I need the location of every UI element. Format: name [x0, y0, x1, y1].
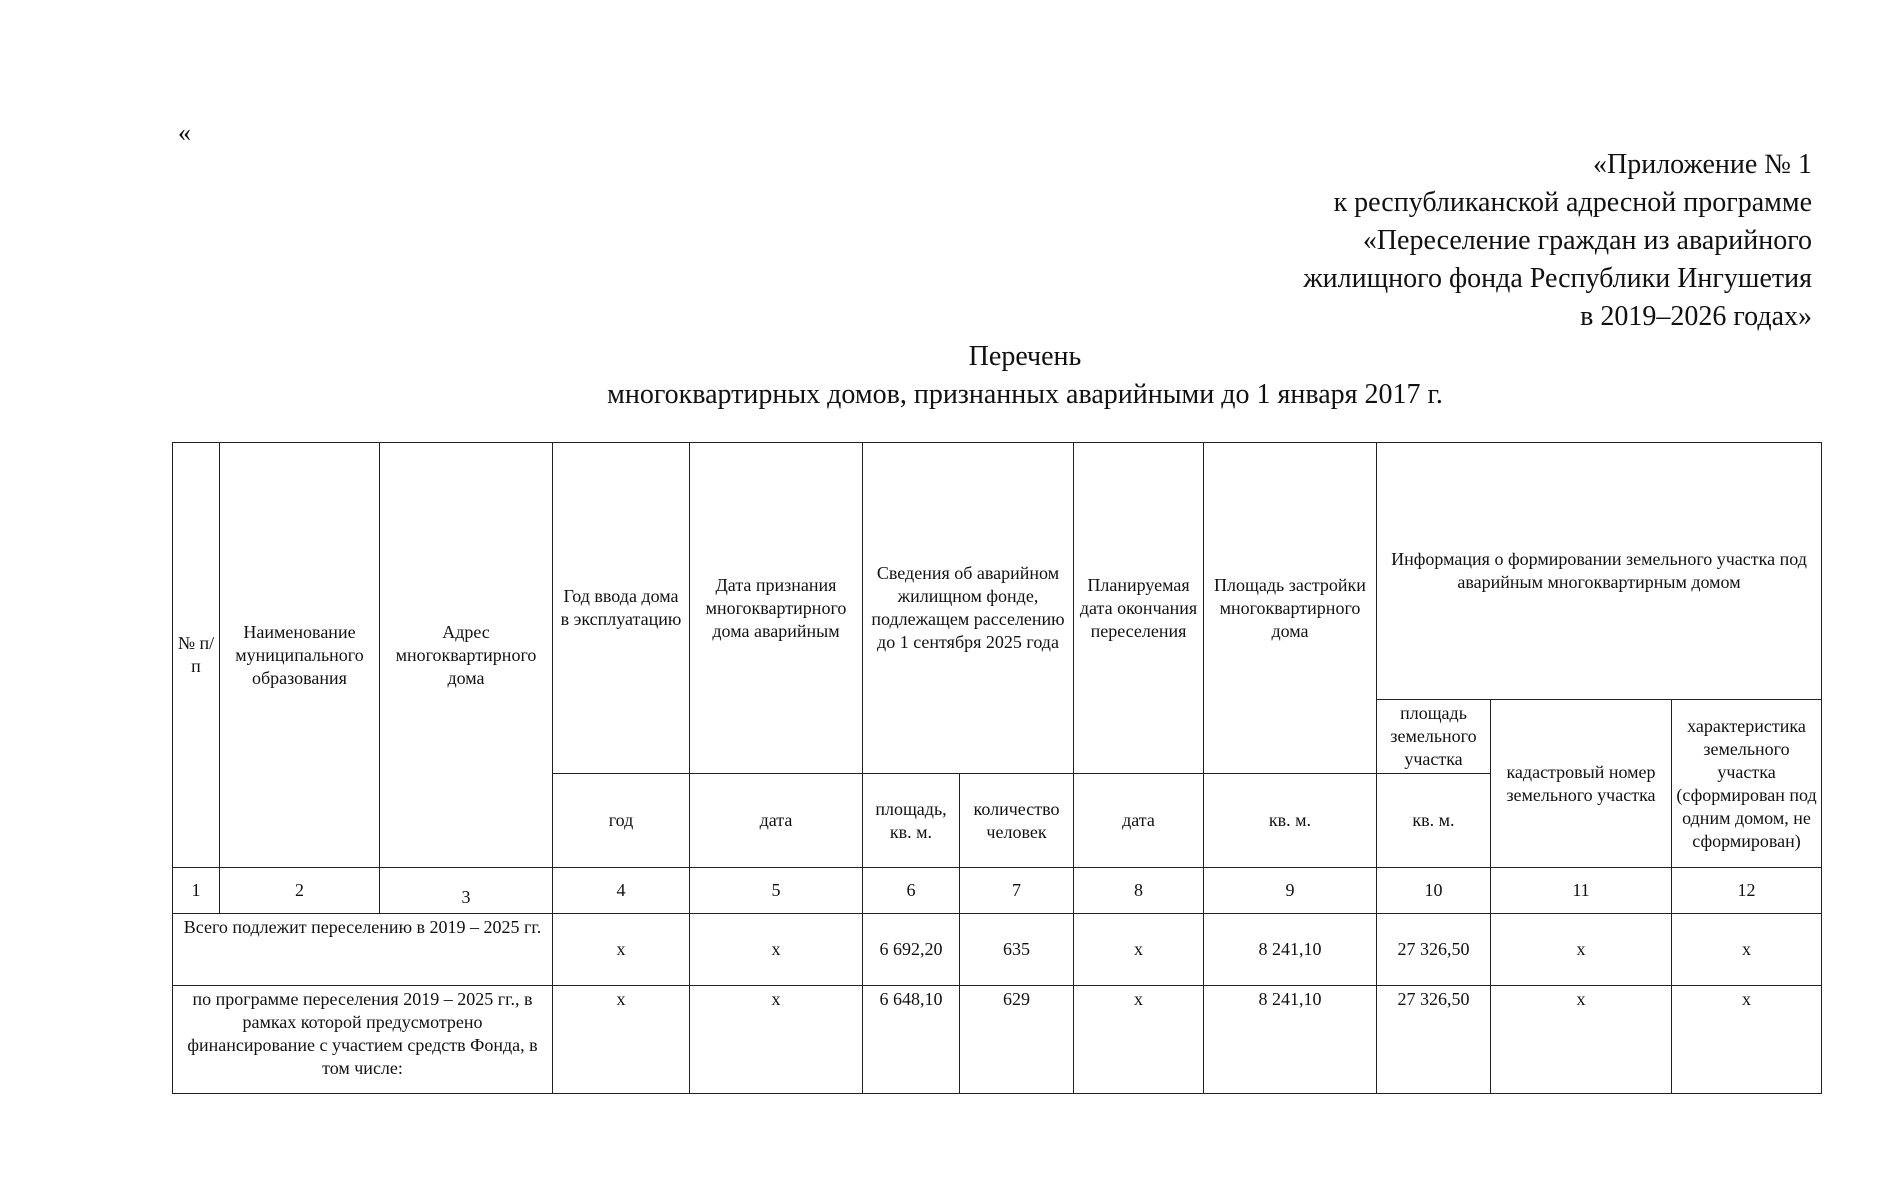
appendix-line: в 2019–2026 годах» [1580, 301, 1812, 332]
table-cell: х [1074, 986, 1204, 1094]
title-line-1: Перечень [968, 341, 1082, 372]
table-cell: х [690, 986, 863, 1094]
quote-mark: « [178, 118, 191, 147]
table-cell: 635 [960, 914, 1074, 986]
header-land-char: характеристика земельного участка (сформирован под одним домом, не сформирован) [1672, 700, 1822, 868]
appendix-line: «Приложение № 1 [1593, 149, 1812, 180]
row-label: Всего подлежит переселению в 2019 – 2025 гг. [173, 914, 553, 986]
document-title [0, 338, 1892, 414]
header-address: Адрес многоквартирного дома [380, 443, 553, 868]
column-number: 5 [690, 868, 863, 914]
houses-table [172, 442, 1822, 1094]
appendix-line: «Переселение граждан из аварийного [1362, 225, 1812, 256]
table-cell: х [553, 914, 690, 986]
header-num: № п/п [173, 443, 220, 868]
table-cell: х [1672, 986, 1822, 1094]
column-number: 7 [960, 868, 1074, 914]
column-number: 10 [1377, 868, 1491, 914]
appendix-block [1303, 146, 1812, 336]
unit-area: площадь, кв. м. [863, 774, 960, 868]
unit-land-area: кв. м. [1377, 774, 1491, 868]
table-cell: х [1491, 914, 1672, 986]
header-built-area: Площадь застройки многоквартирного дома [1204, 443, 1377, 774]
column-number: 8 [1074, 868, 1204, 914]
table-cell: 8 241,10 [1204, 986, 1377, 1094]
header-emergency-date: Дата признания многоквартирного дома аварийным [690, 443, 863, 774]
column-number: 2 [220, 868, 380, 914]
header-planned-end: Планируемая дата окончания переселения [1074, 443, 1204, 774]
row-label: по программе переселения 2019 – 2025 гг., в рамках которой предусмотрено финансирование с участием средств Фонда, в том числе: [173, 986, 553, 1094]
unit-built-area: кв. м. [1204, 774, 1377, 868]
table-cell: х [1672, 914, 1822, 986]
column-number: 1 [173, 868, 220, 914]
table-cell: 629 [960, 986, 1074, 1094]
unit-date: дата [690, 774, 863, 868]
header-fund-info: Сведения об аварийном жилищном фонде, подлежащем расселению до 1 сентября 2025 года [863, 443, 1074, 774]
column-number: 12 [1672, 868, 1822, 914]
column-number: 6 [863, 868, 960, 914]
appendix-line: к республиканской адресной программе [1333, 187, 1812, 218]
table-cell: 27 326,50 [1377, 986, 1491, 1094]
table-row [173, 986, 1822, 1094]
table-cell: 27 326,50 [1377, 914, 1491, 986]
table-cell: х [1074, 914, 1204, 986]
table-cell: 8 241,10 [1204, 914, 1377, 986]
table-cell: х [1491, 986, 1672, 1094]
table-cell: 6 692,20 [863, 914, 960, 986]
unit-planned: дата [1074, 774, 1204, 868]
header-cadastral: кадастровый номер земельного участка [1491, 700, 1672, 868]
title-line-2: многоквартирных домов, признанных аварийными до 1 января 2017 г. [607, 379, 1443, 410]
column-number-text: 3 [461, 887, 471, 907]
header-municipality: Наименование муниципального образования [220, 443, 380, 868]
header-year: Год ввода дома в эксплуатацию [553, 443, 690, 774]
unit-year: год [553, 774, 690, 868]
column-number: 9 [1204, 868, 1377, 914]
header-land-info: Информация о формировании земельного участка под аварийным многоквартирным домом [1377, 443, 1822, 700]
appendix-line: жилищного фонда Республики Ингушетия [1303, 263, 1812, 294]
table-row [173, 914, 1822, 986]
table-cell: х [690, 914, 863, 986]
column-number: 4 [553, 868, 690, 914]
column-number: 11 [1491, 868, 1672, 914]
table-cell: х [553, 986, 690, 1094]
column-number [380, 868, 553, 914]
unit-people: количество человек [960, 774, 1074, 868]
table-cell: 6 648,10 [863, 986, 960, 1094]
header-land-area: площадь земельного участка [1377, 700, 1491, 774]
